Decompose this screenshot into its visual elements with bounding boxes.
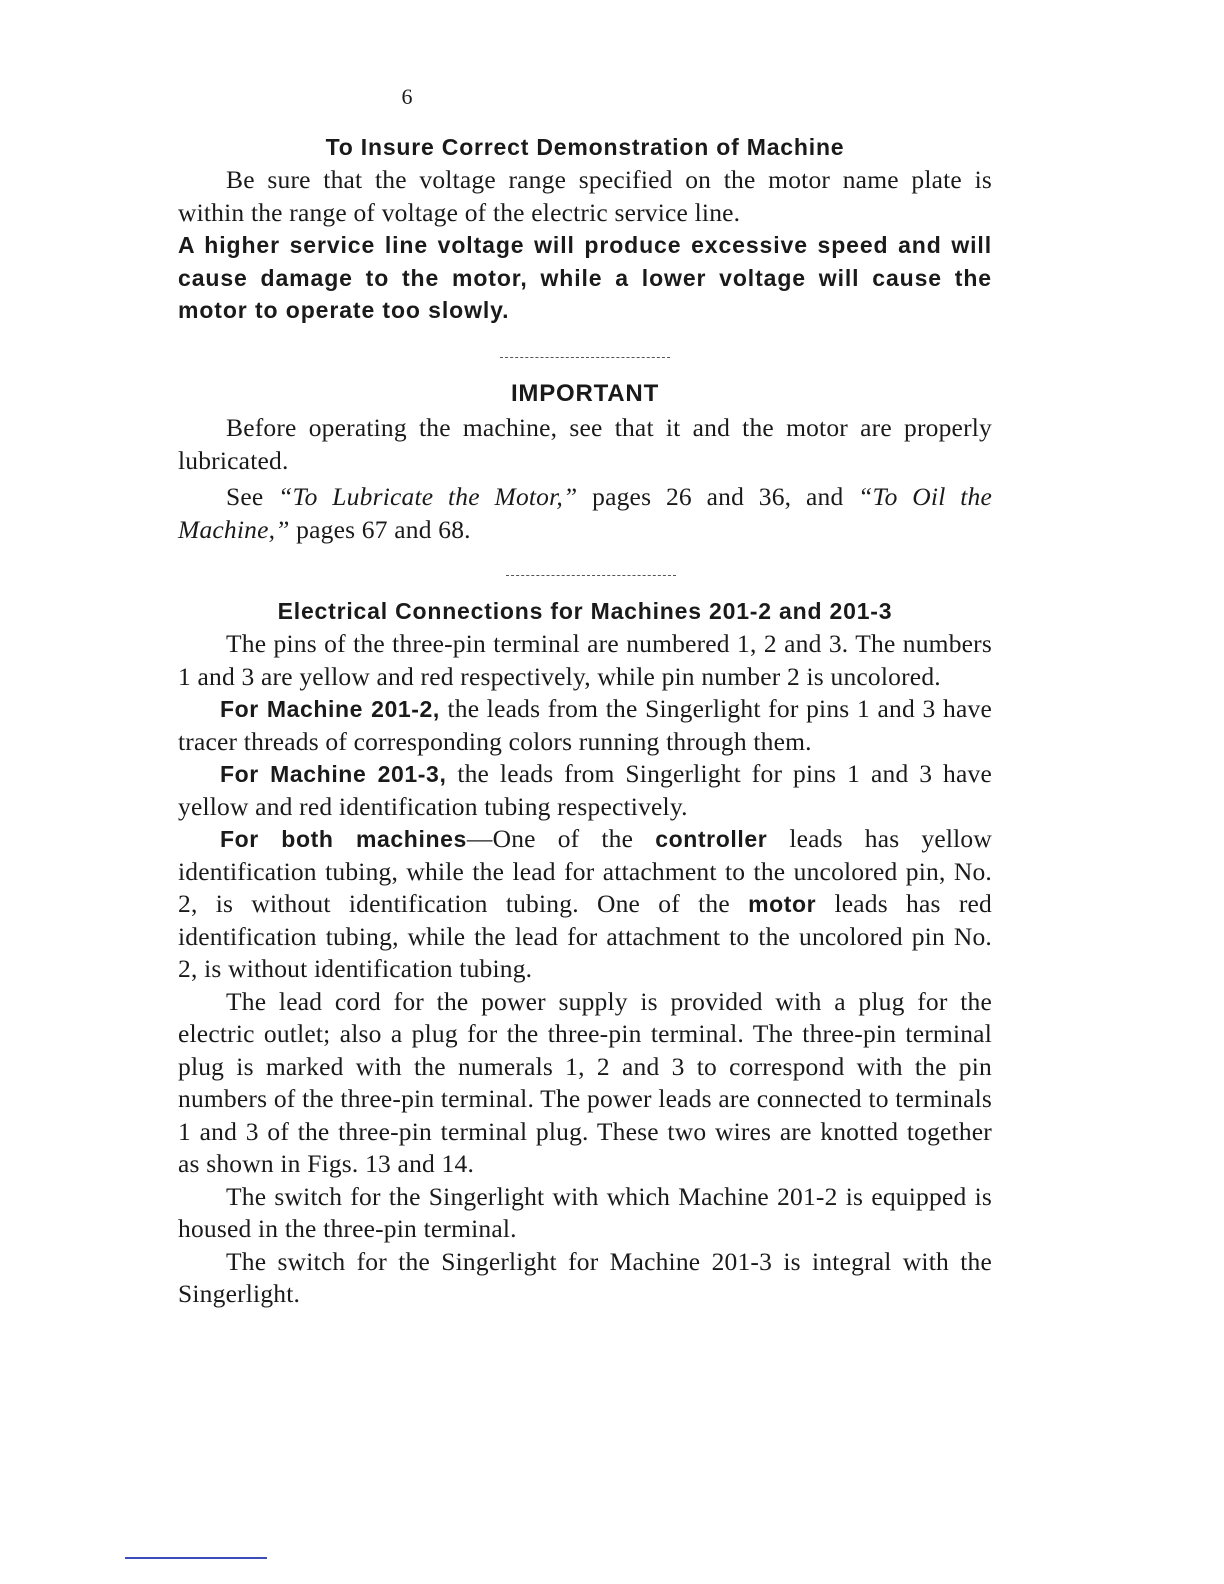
text-both-1: —One of the (466, 824, 656, 853)
divider-2 (506, 575, 676, 576)
heading-demonstration: To Insure Correct Demonstration of Machine (325, 134, 845, 160)
ref-text-mid: pages 26 and 36, and (577, 482, 859, 511)
paragraph-lead-cord: The lead cord for the power supply is provided with a plug for the electric outlet; also a plug for the three-pin terminal. The three-pin terminal plug is marked with the numerals 1, 2 and 3 to correspond with the pin numbers of the three-pin terminal. The power leads are connected to terminals 1 and 3 of the three-pin terminal plug. These two wires are knotted together as shown in Figs. 13 and 14. (178, 986, 992, 1178)
paragraph-machine-201-2 (178, 693, 992, 758)
section-electrical (178, 594, 992, 1311)
paragraph-lubrication-refs (178, 481, 992, 546)
paragraph-both-machines (178, 823, 992, 986)
text-both-2: leads has yellow identification tubing, while the lead for attachment to the uncolored pin, No. 2, is without identification tubing. One of the (178, 824, 992, 918)
ref-text-pre: See (226, 482, 279, 511)
paragraph-pins: The pins of the three-pin terminal are numbered 1, 2 and 3. The numbers 1 and 3 are yellow and red respectively, while pin number 2 is uncolored. (178, 629, 992, 691)
word-controller: controller (655, 826, 768, 852)
heading-important: IMPORTANT (510, 380, 660, 407)
section-important (178, 376, 992, 546)
paragraph-switch-201-3: The switch for the Singerlight for Machine 201-3 is integral with the Singerlight. (178, 1246, 992, 1308)
paragraph-switch-201-2: The switch for the Singerlight with which Machine 201-2 is equipped is housed in the three-pin terminal. (178, 1181, 992, 1243)
label-both-machines: For both machines (220, 826, 467, 852)
paragraph-machine-201-3 (178, 758, 992, 823)
text-machine-201-3: the leads from Singerlight for pins 1 and 3 have yellow and red identification tubing respectively. (178, 759, 992, 821)
paragraph-lubrication: Before operating the machine, see that it and the motor are properly lubricated. (178, 413, 992, 475)
paragraph-voltage-range: Be sure that the voltage range specified on the motor name plate is within the range of voltage of the electric service line. (178, 165, 992, 227)
page-number: 6 (401, 84, 413, 109)
heading-electrical-connections: Electrical Connections for Machines 201-2 and 201-3 (277, 598, 893, 624)
ref-oil-machine: “To Oil the Machine,” (178, 482, 992, 544)
section-demonstration (178, 130, 992, 327)
text-both-3: leads has red identification tubing, while the lead for attachment to the uncolored pin No. 2, is without identification tubing. (178, 889, 993, 983)
paragraph-voltage-warning: A higher service line voltage will produce excessive speed and will cause damage to the motor, while a lower voltage will cause the motor to operate too slowly. (178, 232, 992, 323)
ref-text-post: pages 67 and 68. (289, 514, 471, 544)
text-machine-201-2: the leads from the Singerlight for pins 1 and 3 have tracer threads of corresponding colors running through them. (178, 694, 992, 756)
divider-1 (500, 357, 670, 358)
ref-lubricate-motor: “To Lubricate the Motor,” (278, 482, 578, 511)
label-machine-201-2: For Machine 201-2, (220, 696, 440, 722)
word-motor: motor (748, 891, 817, 917)
label-machine-201-3: For Machine 201-3, (220, 761, 447, 787)
footer-rule (125, 1557, 267, 1559)
